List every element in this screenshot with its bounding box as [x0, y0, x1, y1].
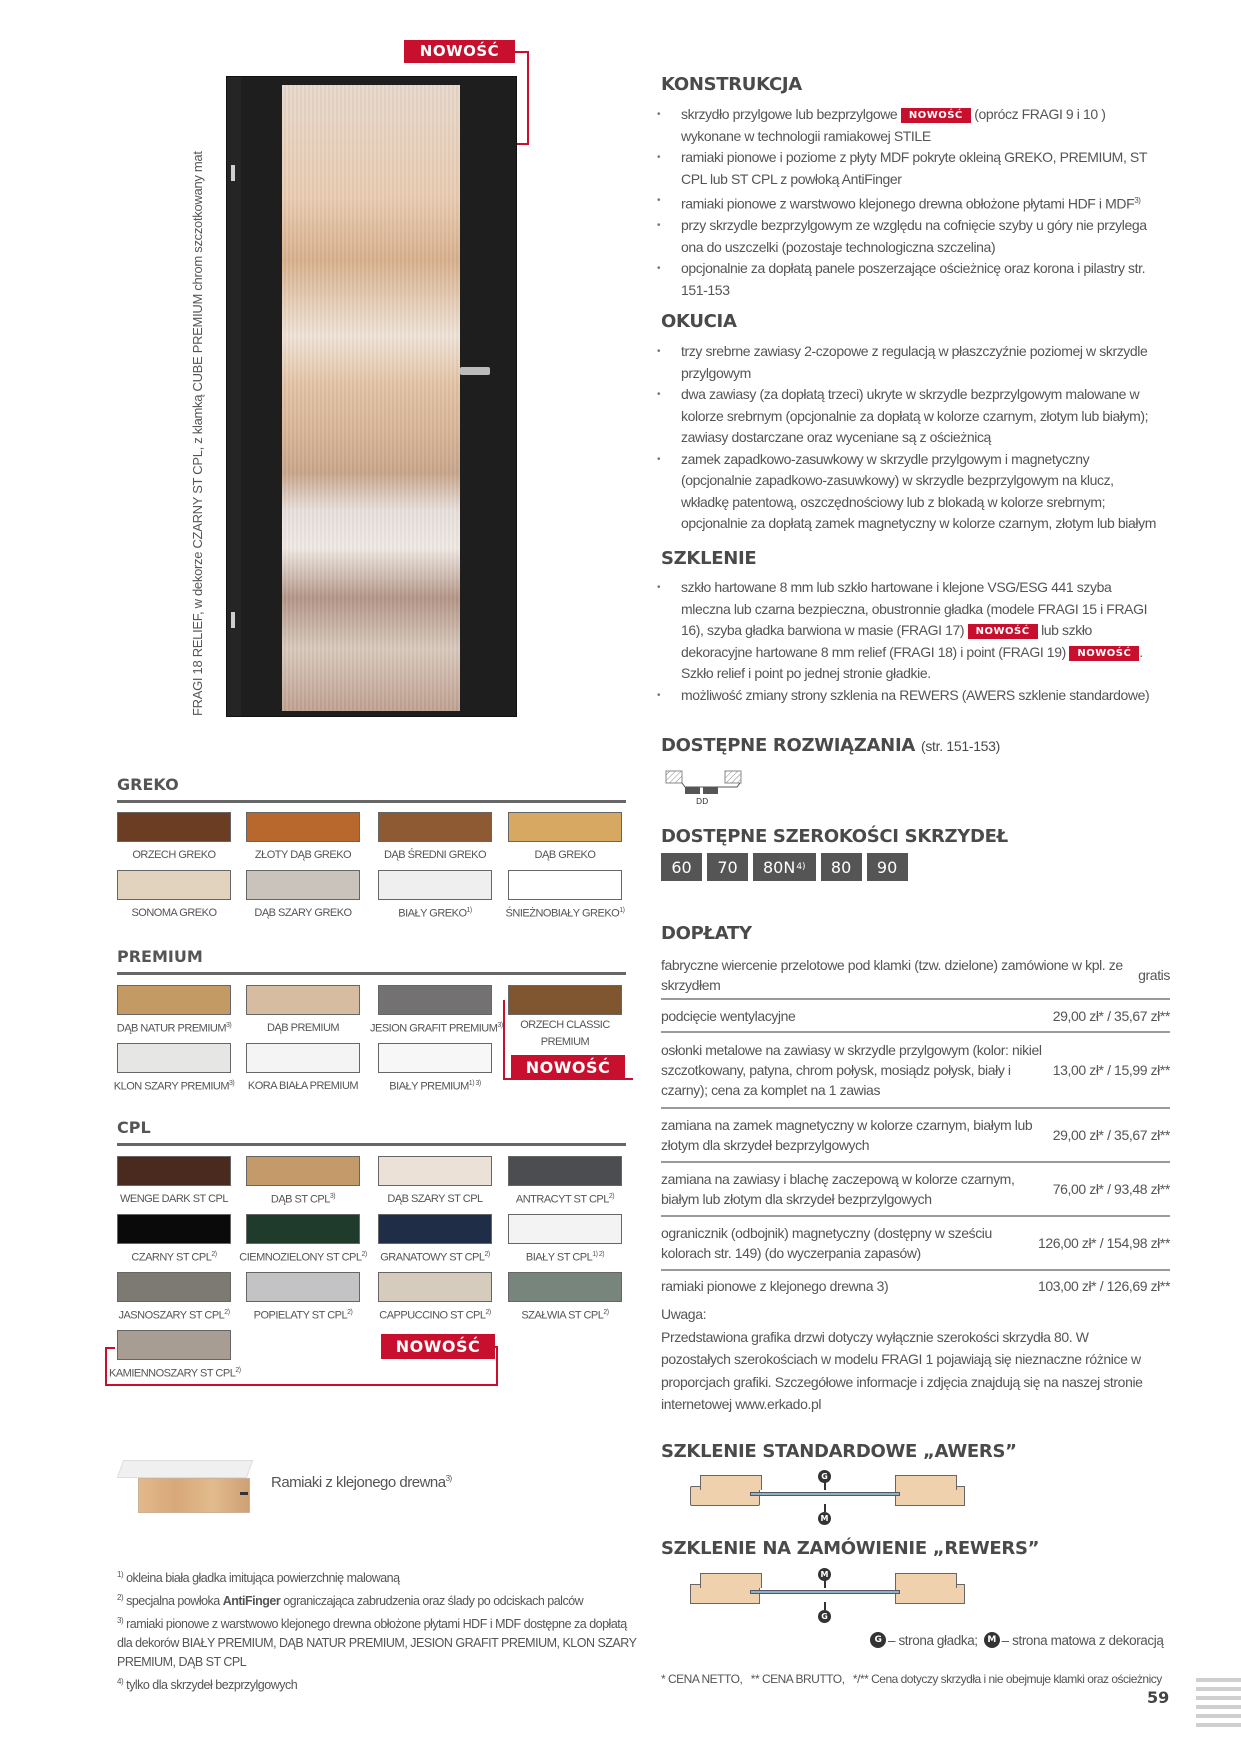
side-m-icon: M: [818, 1512, 831, 1525]
side-g-icon: G: [818, 1470, 831, 1483]
table-row: fabryczne wiercenie przelotowe pod klamki (tzw. dzielone) zamówione w kpl. ze skrzydłem gratis: [661, 952, 1170, 1000]
rozwiazania-title: DOSTĘPNE ROZWIĄZANIA (str. 151-153): [661, 735, 1001, 756]
color-swatch: [246, 812, 360, 842]
svg-text:DD: DD: [696, 797, 709, 806]
list-item: • przy skrzydle bezprzylgowym ze względu na cofnięcie szyby u góry nie przylega ona do uszczelki (pozostaje technologiczna szczelina): [657, 215, 1157, 258]
list-item: • dwa zawiasy (za dopłatą trzeci) ukryte w skrzydle bezprzylgowym malowane w kolorze srebrnym (opcjonalnie za dopłatą w kolorze czarnym, złotym lub białym); zawiasy dostarczane oraz wyceniane są z ościeżnicą: [657, 384, 1157, 449]
swatch-label: CAPPUCCINO ST CPL$^{2)}$: [379, 1309, 491, 1322]
door-caption: FRAGI 18 RELIEF, w dekorze CZARNY ST CPL, z klamką CUBE PREMIUM chrom szczotkowany mat: [190, 151, 205, 716]
swatch-label: KLON SZARY PREMIUM$^{3)}$: [113, 1080, 235, 1093]
door-new-bracket: [515, 51, 529, 145]
color-swatch: [378, 1214, 492, 1244]
list-item: • możliwość zmiany strony szklenia na REWERS (AWERS szklenie standardowe): [657, 685, 1157, 707]
color-swatch: [378, 985, 492, 1015]
new-badge: NOWOŚĆ: [901, 108, 971, 123]
color-swatch: [378, 1272, 492, 1302]
rewers-diagram: [690, 1568, 990, 1624]
cpl-title: CPL: [117, 1118, 151, 1137]
side-m-icon: M: [984, 1632, 1000, 1648]
color-swatch: [378, 812, 492, 842]
okucia-list: [657, 341, 1157, 535]
doplaty-title: DOPŁATY: [661, 923, 752, 944]
website-link[interactable]: www.erkado.pl: [735, 1396, 822, 1412]
color-swatch: [117, 1043, 231, 1073]
color-swatch: [508, 1156, 622, 1186]
footnote: $^{2)}$ specjalna powłoka AntiFinger ograniczająca zabrudzenia oraz ślady po odciskach palców: [117, 1593, 584, 1609]
color-swatch: [246, 1156, 360, 1186]
new-badge: NOWOŚĆ: [1069, 646, 1139, 661]
section-divider: [117, 800, 626, 803]
color-swatch: [246, 985, 360, 1015]
color-swatch: [117, 1156, 231, 1186]
swatch-label: DĄB ŚREDNI GREKO: [383, 849, 487, 861]
table-row: zamiana na zawiasy i blachę zaczepową w kolorze czarnym, białym lub złotym dla skrzydeł bezprzylgowych 76,00 zł* / 93,48 zł**: [661, 1163, 1170, 1217]
swatch-label: ORZECH GREKO: [132, 849, 216, 861]
page-stripes-decoration: [1196, 1678, 1241, 1732]
color-swatch: [378, 1043, 492, 1073]
swatch-label: BIAŁY $PREMIUM^{1) 3)}$: [389, 1080, 481, 1093]
color-swatch: [508, 870, 622, 900]
swatch-label: JESION GRAFIT PREMIUM$^{3)}$: [370, 1022, 503, 1035]
szerokosci-title: DOSTĘPNE SZEROKOŚCI SKRZYDEŁ: [661, 826, 1008, 847]
table-row: osłonki metalowe na zawiasy w skrzydle przylgowym (kolor: nikiel szczotkowany, patyna, chrom połysk, mosiądz połysk, biały i czarny); cena za komplet na 1 zawias 13,00 zł* / 15,99 zł**: [661, 1033, 1170, 1109]
swatch-label: SONOMA GREKO: [131, 907, 217, 919]
footnotes: [117, 1565, 637, 1696]
width-options: [661, 853, 908, 881]
szklenie-list: [657, 577, 1157, 706]
swatch-label: CZARNY ST CPL$^{2)}$: [131, 1251, 217, 1264]
awers-diagram: [690, 1470, 990, 1526]
swatch-label: DĄB GREKO: [534, 849, 596, 861]
list-item: • szkło hartowane 8 mm lub szkło hartowane i klejone VSG/ESG 441 szyba mleczna lub czarna bezpieczna, obustronnie gładka (modele FRAGI 15 i FRAGI 16), szyba gładka barwiona w masie (FRAGI 17) NOWOŚĆ lub szkło dekoracyjne hartowane 8 mm relief (FRAGI 18) i point (FRAGI 19) NOWOŚĆ . Szkło relief i point po jednej stronie gładkie.: [657, 577, 1157, 685]
dd-solution-icon: [665, 770, 745, 810]
width-chip-90: 90: [867, 853, 908, 881]
swatch-label: ZŁOTY DĄB GREKO: [254, 849, 352, 861]
width-chip-70: 70: [707, 853, 748, 881]
color-swatch: [117, 1214, 231, 1244]
price-note: * CENA NETTO, ** CENA BRUTTO, */** Cena dotyczy skrzydła i nie obejmuje klamki oraz ościeżnicy: [661, 1672, 1162, 1686]
swatch-label: DĄB NATUR PREMIUM$^{3)}$: [116, 1022, 232, 1035]
ramiaki-label: Ramiaki z klejonego drewna$^{3)}$: [271, 1474, 452, 1491]
swatch-label: POPIELATY ST CPL$^{2)}$: [253, 1309, 353, 1322]
swatch-label: GRANATOWY ST CPL$^{2)}$: [380, 1251, 490, 1264]
side-g-icon: G: [870, 1632, 886, 1648]
page-number: 59: [1147, 1688, 1170, 1707]
swatch-label: DĄB ST CPL$^{3)}$: [270, 1193, 336, 1206]
color-swatch: [508, 1272, 622, 1302]
swatch-label: DĄB SZARY ST CPL: [387, 1193, 483, 1205]
section-divider: [117, 972, 626, 975]
footnote: $^{4)}$ tylko dla skrzydeł bezprzylgowych: [117, 1677, 298, 1693]
width-chip-80n: 80N 4): [753, 853, 816, 881]
greko-title: GREKO: [117, 775, 179, 794]
list-item: • trzy srebrne zawiasy 2-czopowe z regulacją w płaszczyźnie poziomej w skrzydle przylgowym: [657, 341, 1157, 384]
section-divider: [117, 1143, 626, 1146]
table-row: ramiaki pionowe z klejonego drewna 3) 103,00 zł* / 126,69 zł**: [661, 1278, 1170, 1294]
color-swatch: [246, 1214, 360, 1244]
ramiaki-wood-image: [120, 1460, 255, 1515]
swatch-label: BIAŁY GREKO$^{1)}$: [398, 907, 472, 920]
premium-new-badge: NOWOŚĆ: [511, 1055, 625, 1080]
side-m-icon: M: [818, 1568, 831, 1581]
list-item: • zamek zapadkowo-zasuwkowy w skrzydle przylgowym i magnetyczny (opcjonalnie zapadkowo-zasuwkowy) w skrzydle bezprzylgowym na klucz, wkładkę patentową, oszczędnościowy lub z blokadą w kolorze srebrnym; opcjonalnie za dopłatą zamek magnetyczny w kolorze czarnym, złotym lub białym: [657, 449, 1157, 535]
swatch-label: JASNOSZARY ST CPL$^{2)}$: [118, 1309, 230, 1322]
color-swatch: [117, 812, 231, 842]
swatch-label: SZAŁWIA ST CPL$^{2)}$: [521, 1309, 609, 1322]
door-glass-panel: [282, 85, 460, 711]
szklenie-title: SZKLENIE: [661, 548, 757, 569]
footnote: $^{1)}$ okleina biała gładka imitująca powierzchnię malowaną: [117, 1570, 400, 1586]
list-item: • skrzydło przylgowe lub bezprzylgowe NOWOŚĆ (oprócz FRAGI 9 i 10 ) wykonane w technologii ramiakowej STILE: [657, 104, 1157, 147]
konstrukcja-title: KONSTRUKCJA: [661, 74, 802, 95]
color-swatch: [508, 1214, 622, 1244]
swatch-label: KAMIENNOSZARY ST CPL$^{2)}$: [109, 1367, 241, 1380]
swatch-label: DĄB SZARY GREKO: [254, 907, 352, 919]
table-row: podcięcie wentylacyjne 29,00 zł* / 35,67 zł**: [661, 1000, 1170, 1033]
swatch-label: DĄB PREMIUM: [266, 1022, 340, 1034]
new-badge: NOWOŚĆ: [968, 624, 1038, 639]
color-swatch: [508, 812, 622, 842]
uwaga-note: Uwaga: Przedstawiona grafika drzwi dotyczy wyłącznie szerokości skrzydła 80. W pozostałych szerokościach w modelu FRAGI 1 pojawiają się nieznaczne różnice w proporcjach grafiki. Szczegółowe informacje i zdjęcia znajdują się na naszej stronie internetowej www.erkado.pl: [661, 1306, 1143, 1412]
swatch-label: ANTRACYT ST CPL$^{2)}$: [515, 1193, 615, 1206]
color-swatch: [246, 1043, 360, 1073]
glazing-legend: G – strona gładka; M – strona matowa z dekoracją: [870, 1632, 1163, 1648]
doplaty-table: [661, 952, 1170, 1301]
color-swatch: [246, 1272, 360, 1302]
table-row: zamiana na zamek magnetyczny w kolorze czarnym, białym lub złotym dla skrzydeł bezprzylgowych 29,00 zł* / 35,67 zł**: [661, 1109, 1170, 1163]
hinge-icon: [231, 612, 235, 628]
list-item: • opcjonalnie za dopłatą panele poszerzające ościeżnicę oraz korona i pilastry str. 151-153: [657, 258, 1157, 301]
color-swatch: [117, 1272, 231, 1302]
swatch-label: KORA BIAŁA PREMIUM: [247, 1080, 359, 1092]
swatch-label: BIAŁY ST $CPL^{1) 2)}$: [525, 1251, 605, 1264]
door-handle: [460, 367, 490, 375]
side-g-icon: G: [818, 1610, 831, 1623]
rewers-title: SZKLENIE NA ZAMÓWIENIE „REWERS”: [661, 1538, 1040, 1559]
door-image: [226, 76, 517, 717]
list-item: • ramiaki pionowe z warstwowo klejonego drewna obłożone płytami HDF i MDF$^{3)}$: [657, 190, 1157, 215]
width-chip-60: 60: [661, 853, 702, 881]
width-chip-80: 80: [821, 853, 862, 881]
door-new-badge: NOWOŚĆ: [404, 40, 515, 63]
konstrukcja-list: [657, 104, 1157, 301]
color-swatch: [378, 870, 492, 900]
color-swatch: [378, 1156, 492, 1186]
color-swatch: [117, 985, 231, 1015]
swatch-label: ŚNIEŻNOBIAŁY GREKO$^{1)}$: [505, 907, 625, 920]
list-item: • ramiaki pionowe i poziome z płyty MDF pokryte okleiną GREKO, PREMIUM, ST CPL lub ST CPL z powłoką AntiFinger: [657, 147, 1157, 190]
awers-title: SZKLENIE STANDARDOWE „AWERS”: [661, 1441, 1017, 1462]
table-row: ogranicznik (odbojnik) magnetyczny (dostępny w sześciu kolorach str. 149) (do wyczerpania zapasów) 126,00 zł* / 154,98 zł**: [661, 1217, 1170, 1271]
color-swatch: [117, 870, 231, 900]
swatch-label: WENGE DARK ST CPL: [119, 1193, 229, 1205]
footnote: $^{3)}$ ramiaki pionowe z warstwowo klejonego drewna obłożone płytami HDF i MDF dostępne za dopłatą dla dekorów BIAŁY PREMIUM, DĄB NATUR PREMIUM, JESION GRAFIT PREMIUM, KLON SZARY PREMIUM, DĄB ST CPL: [117, 1616, 637, 1670]
okucia-title: OKUCIA: [661, 311, 737, 332]
hinge-icon: [231, 165, 235, 181]
color-swatch: [246, 870, 360, 900]
swatch-label: CIEMNOZIELONY ST CPL$^{2)}$: [239, 1251, 367, 1264]
swatch-label: ORZECH CLASSIC PREMIUM: [520, 1019, 610, 1048]
cpl-new-badge: NOWOŚĆ: [381, 1334, 495, 1359]
premium-title: PREMIUM: [117, 947, 203, 966]
